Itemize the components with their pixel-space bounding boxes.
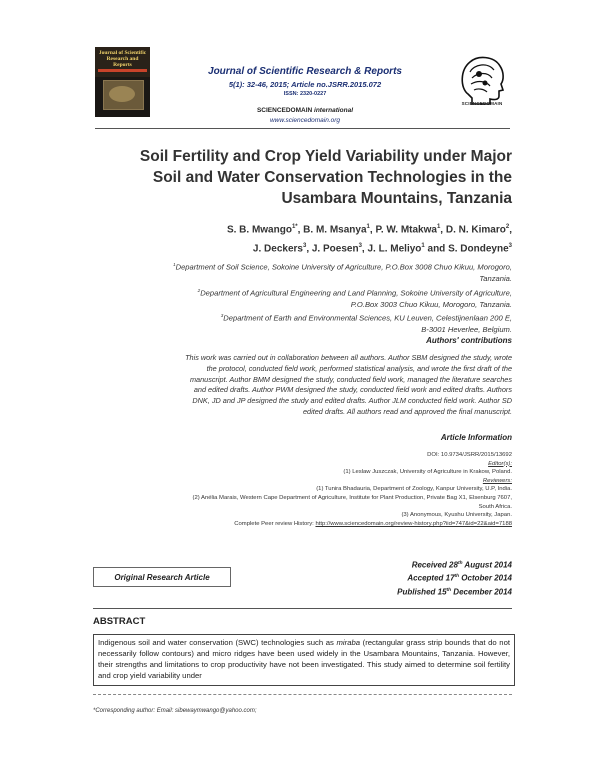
reviewer-entry: (2) Anélia Marais, Western Cape Department of Agriculture, Institute for Plant Production, Private Bag X1, Elsenburg 7607, (192, 494, 512, 501)
author-name: J. L. Meliyo (367, 243, 422, 255)
publisher-name: SCIENCEDOMAIN international (256, 107, 354, 114)
author-name: P. W. Mtakwa (375, 224, 437, 236)
publisher-website-link[interactable]: www.sciencedomain.org (269, 117, 341, 124)
reviewer-entry: (1) Tunira Bhadauria, Department of Zoology, Kanpur University, U.P, India. (316, 486, 512, 493)
reviewers-label: Reviewers: (482, 477, 512, 484)
abstract-heading: ABSTRACT (93, 616, 146, 627)
journal-cover-thumbnail (95, 47, 150, 117)
journal-cover-title: Journal of Scientific Research and Reports (98, 50, 147, 68)
peer-review-history-link[interactable]: http://www.sciencedomain.org/review-history.php?iid=747&id=22&aid=7188 (315, 520, 512, 527)
author-name: S. Dondeyne (448, 243, 509, 255)
reviewer-entry: (3) Anonymous, Kyushu University, Japan. (401, 512, 512, 519)
article-information: DOI: 10.9734/JSRR/2015/13692 Editor(s): (1) Leslaw Juszczak, University of Agriculture in Krakow, Poland. Reviewers: (1) Tunira Bhadauria, Department of Zoology, Kanpur University, U.P, India. (2) Anélia Marais, Western Cape Department of Agriculture, Institute for Plant Production, Private Bag X1, Elsenburg 7607, South Africa. (3) Anonymous, Kyushu University, Japan. Complete Peer review History: http://www.sciencedomain.org/review-history.php?iid=747&id=22&aid=7188 (100, 451, 512, 528)
peer-review-history: Complete Peer review History: http://www.sciencedomain.org/review-history.php?iid=747&id=22&aid=7188 (234, 520, 512, 527)
paper-title: Soil Fertility and Crop Yield Variability under Major Soil and Water Conservation Technologies in the Usambara Mountains, Tanzania (139, 148, 512, 207)
author-name: B. M. Msanya (303, 224, 367, 236)
contributions-text: This work was carried out in collaboration between all authors. Author SBM designed the study, wrote the protocol, conducted field work, performed statistical analysis, and wrote the first draft of the manuscript. Author BMM designed the study, conducted field work, managed the literature searches and edited drafts. Author PWM designed the study, conducted field work and edited drafts. Authors DNK, JD and JP designed the study and edited drafts. Author JLM conducted field work. Author SD edited drafts. All authors read and approved the final manuscript. (185, 353, 512, 416)
author-name: J. Deckers (252, 243, 303, 255)
accepted-date: Accepted 17th October 2014 (407, 574, 512, 584)
journal-volume-info: 5(1): 32-46, 2015; Article no.JSRR.2015.072 (228, 80, 382, 89)
journal-title: Journal of Scientific Research & Reports (208, 66, 402, 77)
author-list: S. B. Mwango$^{1*}$, B. M. Msanya$^1$, P. W. Mtakwa$^1$, D. N. Kimaro$^2$, J. Deckers$^3$, J. Poesen$^3$, J. L. Meliyo$^1$ and S. Dondeyne$^3$ (226, 224, 512, 255)
doi: DOI: 10.9734/JSRR/2015/13692 (427, 452, 512, 458)
section-divider (93, 608, 512, 609)
author-name: J. Poesen (311, 243, 359, 255)
header-divider (95, 128, 510, 129)
publication-dates (300, 558, 512, 598)
article-type-badge: Original Research Article (93, 567, 231, 587)
article-information-heading: Article Information (440, 433, 512, 442)
editor-entry: (1) Leslaw Juszczak, University of Agriculture in Krakow, Poland. (343, 469, 512, 476)
contributions-heading: Authors' contributions (426, 336, 512, 345)
editors-label: Editor(s): (488, 460, 512, 467)
footnote-divider (93, 694, 512, 695)
author-name: S. B. Mwango (226, 224, 292, 236)
published-date: Published 15th December 2014 (397, 587, 512, 597)
abstract-box: Indigenous soil and water conservation (SWC) technologies such as miraba (rectangular grass strip bounds that do not necessarily follow contours) and micro ridges have been used widely in the Usambara Mountains, Tanzania. However, their strengths and limitations to crop productivity have not been investigated. This study aimed to determine soil fertility and crop yield variability under (93, 634, 515, 686)
received-date: Received 28th August 2014 (411, 560, 512, 570)
affiliations: $^1$Department of Soil Science, Sokoine University of Agriculture, P.O.Box 3008 Chuo Kikuu, Morogoro, Tanzania. $^2$Department of Agricultural Engineering and Land Planning, Sokoine University of Agriculture, P.O.Box 3003 Chuo Kikuu, Morogoro, Tanzania. $^3$Department of Earth and Environmental Sciences, KU Leuven, Celestijnenlaan 200 E, B-3001 Heverlee, Belgium. (173, 262, 512, 335)
journal-issn: ISSN: 2320-0227 (283, 91, 327, 97)
publisher-logo-text: SCIENCEDOMAIN (461, 101, 503, 106)
author-name: D. N. Kimaro (445, 224, 506, 236)
corresponding-author-footnote: *Corresponding author: Email: sibewaymwango@yahoo.com; (93, 708, 257, 714)
